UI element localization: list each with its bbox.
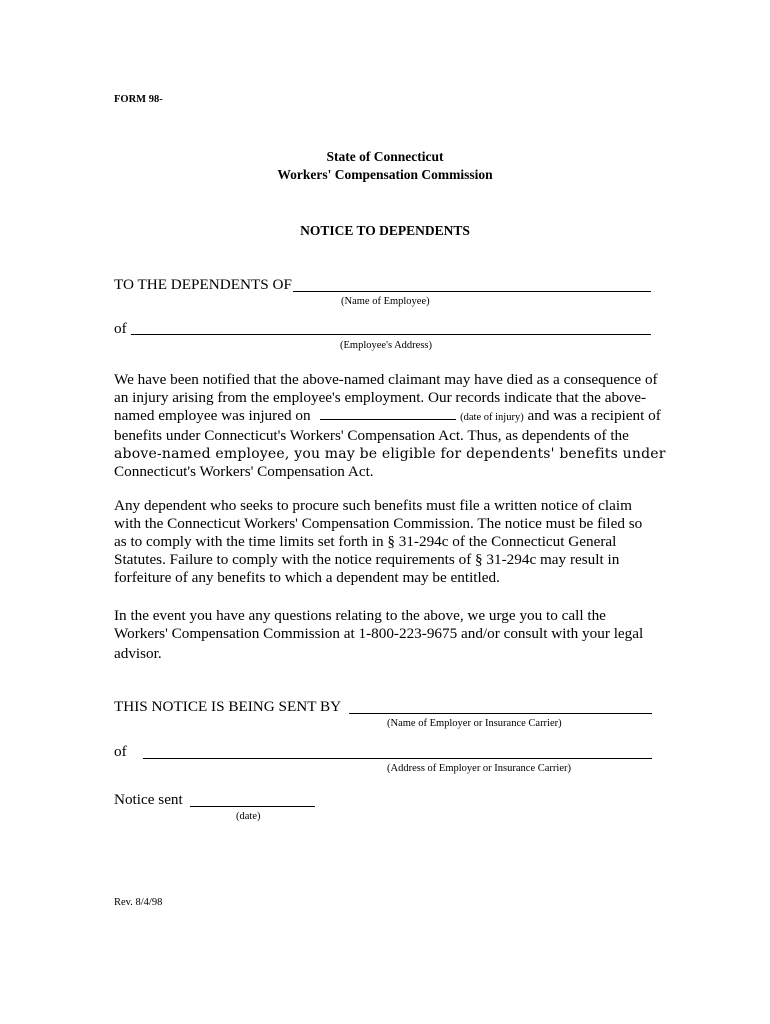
paragraph-line: We have been notified that the above-named claimant may have died as a consequence of: [114, 371, 658, 388]
paragraph-line: advisor.: [114, 645, 162, 662]
page-title: NOTICE TO DEPENDENTS: [300, 223, 470, 238]
paragraph-line: Statutes. Failure to comply with the notice requirements of § 31-294c may result in: [114, 551, 620, 568]
paragraph-line: as to comply with the time limits set forth in § 31-294c of the Connecticut General: [114, 533, 617, 550]
employee-name-caption: (Name of Employee): [341, 296, 430, 307]
employee-address-field[interactable]: [131, 334, 651, 335]
paragraph-line: Workers' Compensation Commission at 1-800-223-9675 and/or consult with your legal: [114, 625, 644, 642]
sender-label: THIS NOTICE IS BEING SENT BY: [114, 698, 342, 715]
paragraph-notification: [114, 371, 666, 481]
sender-of-label: of: [114, 743, 127, 760]
injury-date-label: named employee was injured on: [114, 407, 311, 424]
paragraph-line: In the event you have any questions relating to the above, we urge you to call the: [114, 607, 606, 624]
injury-date-caption: (date of injury): [460, 412, 524, 423]
employee-name-field[interactable]: [293, 291, 651, 292]
sender-name-field[interactable]: [349, 713, 652, 714]
paragraph-contact: [114, 607, 662, 663]
state-heading: State of Connecticut: [326, 149, 444, 164]
dependents-label: TO THE DEPENDENTS OF: [114, 276, 292, 293]
paragraph-line: with the Connecticut Workers' Compensation Commission. The notice must be filed so: [114, 515, 643, 532]
sender-address-caption: (Address of Employer or Insurance Carrier): [387, 763, 571, 774]
paragraph-line: benefits under Connecticut's Workers' Compensation Act. Thus, as dependents of the: [114, 427, 629, 444]
notice-sent-date-field[interactable]: [190, 806, 315, 807]
paragraph-procedure: [114, 497, 662, 587]
paragraph-line: [114, 407, 662, 427]
paragraph-line: an injury arising from the employee's employment. Our records indicate that the above-: [114, 389, 647, 406]
paragraph-line: above-named employee, you may be eligible for dependents' benefits under: [114, 446, 666, 462]
sender-address-field[interactable]: [143, 758, 652, 759]
commission-heading: Workers' Compensation Commission: [277, 167, 493, 182]
injury-date-field[interactable]: [320, 407, 456, 420]
sender-name-caption: (Name of Employer or Insurance Carrier): [387, 718, 562, 729]
notice-sent-date-caption: (date): [236, 811, 261, 822]
dependents-of-label: of: [114, 320, 127, 337]
revision-note: Rev. 8/4/98: [114, 897, 163, 908]
employee-address-caption: (Employee's Address): [340, 340, 432, 351]
notice-sent-label: Notice sent: [114, 791, 183, 808]
paragraph-line: forfeiture of any benefits to which a dependent may be entitled.: [114, 569, 500, 586]
form-number: FORM 98-: [114, 94, 163, 105]
paragraph-line: Connecticut's Workers' Compensation Act.: [114, 463, 374, 480]
injury-date-suffix: and was a recipient of: [527, 407, 661, 424]
paragraph-line: Any dependent who seeks to procure such benefits must file a written notice of claim: [114, 497, 632, 514]
